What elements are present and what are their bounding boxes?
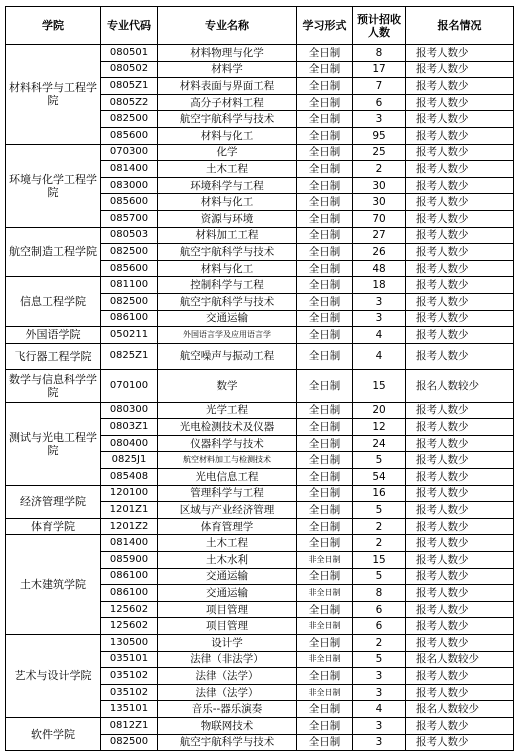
application-status-cell: 报考人数少 — [406, 210, 514, 227]
application-status-cell: 报考人数少 — [406, 452, 514, 469]
major-name-cell: 光电信息工程 — [158, 469, 297, 486]
application-status-cell: 报考人数少 — [406, 127, 514, 144]
application-status-cell: 报考人数少 — [406, 635, 514, 652]
table-row — [6, 277, 514, 294]
study-form-cell: 非全日制 — [297, 552, 353, 569]
major-name-cell: 航空宇航科学与技术 — [158, 244, 297, 261]
enrollment-table — [5, 6, 514, 751]
table-row — [6, 518, 514, 535]
study-form-cell: 全日制 — [297, 244, 353, 261]
planned-enrollment-cell: 27 — [353, 227, 406, 244]
application-status-cell: 报考人数少 — [406, 668, 514, 685]
planned-enrollment-cell: 7 — [353, 78, 406, 95]
table-row — [6, 485, 514, 502]
college-cell: 航空制造工程学院 — [6, 227, 101, 277]
application-status-cell: 报考人数少 — [406, 343, 514, 369]
major-code-cell: 085900 — [101, 552, 158, 569]
college-cell: 土木建筑学院 — [6, 535, 101, 635]
study-form-cell: 全日制 — [297, 502, 353, 519]
major-name-cell: 仪器科学与技术 — [158, 435, 297, 452]
application-status-cell: 报考人数少 — [406, 144, 514, 161]
study-form-cell: 全日制 — [297, 127, 353, 144]
major-name-cell: 法律（非法学） — [158, 651, 297, 668]
planned-enrollment-cell: 3 — [353, 293, 406, 310]
table-row — [6, 402, 514, 419]
application-status-cell: 报考人数少 — [406, 161, 514, 178]
study-form-cell: 非全日制 — [297, 684, 353, 701]
planned-enrollment-cell: 25 — [353, 144, 406, 161]
major-code-cell: 080503 — [101, 227, 158, 244]
application-status-cell: 报考人数少 — [406, 111, 514, 128]
application-status-cell: 报考人数少 — [406, 293, 514, 310]
header-row — [6, 7, 514, 45]
study-form-cell: 全日制 — [297, 568, 353, 585]
planned-enrollment-cell: 16 — [353, 485, 406, 502]
application-status-cell: 报考人数少 — [406, 502, 514, 519]
planned-enrollment-cell: 6 — [353, 94, 406, 111]
planned-enrollment-cell: 3 — [353, 734, 406, 751]
table-row — [6, 227, 514, 244]
major-name-cell: 体育管理学 — [158, 518, 297, 535]
study-form-cell: 全日制 — [297, 277, 353, 294]
major-name-cell: 土木水利 — [158, 552, 297, 569]
major-name-cell: 光学工程 — [158, 402, 297, 419]
study-form-cell: 全日制 — [297, 78, 353, 95]
study-form-cell: 全日制 — [297, 601, 353, 618]
planned-enrollment-cell: 8 — [353, 585, 406, 602]
major-code-cell: 070300 — [101, 144, 158, 161]
major-code-cell: 035102 — [101, 684, 158, 701]
table-row — [6, 635, 514, 652]
planned-enrollment-cell: 15 — [353, 369, 406, 402]
planned-enrollment-cell: 8 — [353, 45, 406, 62]
college-cell: 飞行器工程学院 — [6, 343, 101, 369]
header-major-name: 专业名称 — [158, 7, 297, 45]
major-name-cell: 环境科学与工程 — [158, 177, 297, 194]
table-row — [6, 717, 514, 734]
study-form-cell: 全日制 — [297, 701, 353, 718]
major-code-cell: 082500 — [101, 293, 158, 310]
application-status-cell: 报考人数少 — [406, 94, 514, 111]
planned-enrollment-cell: 5 — [353, 452, 406, 469]
planned-enrollment-cell: 15 — [353, 552, 406, 569]
major-code-cell: 085408 — [101, 469, 158, 486]
major-code-cell: 081400 — [101, 161, 158, 178]
major-code-cell: 120100 — [101, 485, 158, 502]
study-form-cell: 全日制 — [297, 177, 353, 194]
table-row — [6, 45, 514, 62]
major-name-cell: 交通运输 — [158, 310, 297, 327]
planned-enrollment-cell: 24 — [353, 435, 406, 452]
planned-enrollment-cell: 4 — [353, 343, 406, 369]
study-form-cell: 全日制 — [297, 161, 353, 178]
college-cell: 材料科学与工程学院 — [6, 45, 101, 145]
application-status-cell: 报考人数少 — [406, 310, 514, 327]
application-status-cell: 报名人数较少 — [406, 701, 514, 718]
major-code-cell: 080502 — [101, 61, 158, 78]
study-form-cell: 全日制 — [297, 419, 353, 436]
major-name-cell: 数学 — [158, 369, 297, 402]
application-status-cell: 报考人数少 — [406, 177, 514, 194]
application-status-cell: 报考人数少 — [406, 485, 514, 502]
major-code-cell: 085700 — [101, 210, 158, 227]
major-code-cell: 050211 — [101, 327, 158, 344]
college-cell: 艺术与设计学院 — [6, 635, 101, 718]
planned-enrollment-cell: 5 — [353, 502, 406, 519]
table-row — [6, 343, 514, 369]
college-cell: 经济管理学院 — [6, 485, 101, 518]
major-code-cell: 0825Z1 — [101, 343, 158, 369]
application-status-cell: 报考人数少 — [406, 469, 514, 486]
planned-enrollment-cell: 4 — [353, 701, 406, 718]
major-name-cell: 材料与化工 — [158, 194, 297, 211]
planned-enrollment-cell: 5 — [353, 568, 406, 585]
planned-enrollment-cell: 2 — [353, 161, 406, 178]
application-status-cell: 报考人数少 — [406, 601, 514, 618]
planned-enrollment-cell: 20 — [353, 402, 406, 419]
application-status-cell: 报考人数少 — [406, 194, 514, 211]
major-code-cell: 0805Z1 — [101, 78, 158, 95]
application-status-cell: 报考人数少 — [406, 585, 514, 602]
major-name-cell: 设计学 — [158, 635, 297, 652]
planned-enrollment-cell: 3 — [353, 310, 406, 327]
study-form-cell: 全日制 — [297, 343, 353, 369]
header-planned-enrollment: 预计招收人数 — [353, 7, 406, 45]
major-name-cell: 高分子材料工程 — [158, 94, 297, 111]
planned-enrollment-cell: 6 — [353, 601, 406, 618]
major-name-cell: 航空噪声与振动工程 — [158, 343, 297, 369]
major-code-cell: 130500 — [101, 635, 158, 652]
major-name-cell: 材料与化工 — [158, 260, 297, 277]
table-row — [6, 535, 514, 552]
major-name-cell: 材料加工工程 — [158, 227, 297, 244]
major-name-cell: 航空宇航科学与技术 — [158, 111, 297, 128]
study-form-cell: 全日制 — [297, 485, 353, 502]
major-name-cell: 土木工程 — [158, 535, 297, 552]
major-code-cell: 081400 — [101, 535, 158, 552]
major-name-cell: 音乐--器乐演奏 — [158, 701, 297, 718]
study-form-cell: 全日制 — [297, 144, 353, 161]
college-cell: 测试与光电工程学院 — [6, 402, 101, 485]
study-form-cell: 全日制 — [297, 45, 353, 62]
application-status-cell: 报考人数少 — [406, 244, 514, 261]
header-college: 学院 — [6, 7, 101, 45]
study-form-cell: 全日制 — [297, 452, 353, 469]
major-name-cell: 外国语言学及应用语言学 — [158, 327, 297, 344]
major-code-cell: 0803Z1 — [101, 419, 158, 436]
major-code-cell: 080400 — [101, 435, 158, 452]
study-form-cell: 全日制 — [297, 535, 353, 552]
major-code-cell: 086100 — [101, 310, 158, 327]
study-form-cell: 全日制 — [297, 469, 353, 486]
study-form-cell: 全日制 — [297, 227, 353, 244]
major-code-cell: 135101 — [101, 701, 158, 718]
major-name-cell: 航空宇航科学与技术 — [158, 293, 297, 310]
major-code-cell: 0812Z1 — [101, 717, 158, 734]
major-code-cell: 080300 — [101, 402, 158, 419]
major-code-cell: 082500 — [101, 734, 158, 751]
college-cell: 环境与化学工程学院 — [6, 144, 101, 227]
planned-enrollment-cell: 5 — [353, 651, 406, 668]
table-row — [6, 327, 514, 344]
major-name-cell: 材料学 — [158, 61, 297, 78]
planned-enrollment-cell: 6 — [353, 618, 406, 635]
major-name-cell: 法律（法学） — [158, 668, 297, 685]
major-name-cell: 航空材料加工与检测技术 — [158, 452, 297, 469]
major-code-cell: 0825J1 — [101, 452, 158, 469]
enrollment-table-container — [5, 6, 514, 751]
application-status-cell: 报考人数少 — [406, 734, 514, 751]
planned-enrollment-cell: 26 — [353, 244, 406, 261]
major-name-cell: 项目管理 — [158, 601, 297, 618]
planned-enrollment-cell: 3 — [353, 111, 406, 128]
study-form-cell: 非全日制 — [297, 585, 353, 602]
major-code-cell: 070100 — [101, 369, 158, 402]
major-name-cell: 项目管理 — [158, 618, 297, 635]
application-status-cell: 报考人数少 — [406, 568, 514, 585]
study-form-cell: 全日制 — [297, 293, 353, 310]
study-form-cell: 全日制 — [297, 717, 353, 734]
application-status-cell: 报考人数少 — [406, 327, 514, 344]
major-name-cell: 区域与产业经济管理 — [158, 502, 297, 519]
planned-enrollment-cell: 70 — [353, 210, 406, 227]
major-code-cell: 082500 — [101, 111, 158, 128]
header-study-form: 学习形式 — [297, 7, 353, 45]
planned-enrollment-cell: 30 — [353, 177, 406, 194]
study-form-cell: 全日制 — [297, 734, 353, 751]
college-cell: 体育学院 — [6, 518, 101, 535]
major-code-cell: 080501 — [101, 45, 158, 62]
planned-enrollment-cell: 3 — [353, 668, 406, 685]
major-code-cell: 081100 — [101, 277, 158, 294]
application-status-cell: 报名人数较少 — [406, 651, 514, 668]
major-code-cell: 086100 — [101, 585, 158, 602]
planned-enrollment-cell: 12 — [353, 419, 406, 436]
study-form-cell: 全日制 — [297, 402, 353, 419]
study-form-cell: 全日制 — [297, 260, 353, 277]
major-name-cell: 材料物理与化学 — [158, 45, 297, 62]
major-name-cell: 管理科学与工程 — [158, 485, 297, 502]
application-status-cell: 报考人数少 — [406, 535, 514, 552]
application-status-cell: 报考人数少 — [406, 684, 514, 701]
planned-enrollment-cell: 2 — [353, 635, 406, 652]
application-status-cell: 报考人数少 — [406, 227, 514, 244]
study-form-cell: 非全日制 — [297, 618, 353, 635]
major-name-cell: 光电检测技术及仪器 — [158, 419, 297, 436]
major-name-cell: 法律（法学） — [158, 684, 297, 701]
planned-enrollment-cell: 95 — [353, 127, 406, 144]
planned-enrollment-cell: 3 — [353, 717, 406, 734]
major-code-cell: 0805Z2 — [101, 94, 158, 111]
application-status-cell: 报考人数少 — [406, 435, 514, 452]
major-code-cell: 035102 — [101, 668, 158, 685]
planned-enrollment-cell: 4 — [353, 327, 406, 344]
application-status-cell: 报考人数少 — [406, 552, 514, 569]
application-status-cell: 报考人数少 — [406, 45, 514, 62]
major-name-cell: 化学 — [158, 144, 297, 161]
application-status-cell: 报考人数少 — [406, 717, 514, 734]
planned-enrollment-cell: 17 — [353, 61, 406, 78]
study-form-cell: 全日制 — [297, 518, 353, 535]
application-status-cell: 报考人数少 — [406, 277, 514, 294]
study-form-cell: 全日制 — [297, 635, 353, 652]
major-name-cell: 土木工程 — [158, 161, 297, 178]
table-body — [6, 45, 514, 751]
planned-enrollment-cell: 30 — [353, 194, 406, 211]
study-form-cell: 全日制 — [297, 369, 353, 402]
header-major-code: 专业代码 — [101, 7, 158, 45]
planned-enrollment-cell: 48 — [353, 260, 406, 277]
study-form-cell: 全日制 — [297, 94, 353, 111]
study-form-cell: 全日制 — [297, 61, 353, 78]
college-cell: 外国语学院 — [6, 327, 101, 344]
application-status-cell: 报考人数少 — [406, 260, 514, 277]
study-form-cell: 全日制 — [297, 111, 353, 128]
study-form-cell: 全日制 — [297, 327, 353, 344]
planned-enrollment-cell: 3 — [353, 684, 406, 701]
study-form-cell: 全日制 — [297, 194, 353, 211]
table-row — [6, 144, 514, 161]
application-status-cell: 报名人数较少 — [406, 369, 514, 402]
major-name-cell: 物联网技术 — [158, 717, 297, 734]
major-code-cell: 085600 — [101, 260, 158, 277]
major-code-cell: 085600 — [101, 127, 158, 144]
study-form-cell: 全日制 — [297, 435, 353, 452]
college-cell: 数学与信息科学学院 — [6, 369, 101, 402]
major-code-cell: 125602 — [101, 601, 158, 618]
study-form-cell: 非全日制 — [297, 651, 353, 668]
major-name-cell: 资源与环境 — [158, 210, 297, 227]
application-status-cell: 报考人数少 — [406, 402, 514, 419]
application-status-cell: 报考人数少 — [406, 518, 514, 535]
planned-enrollment-cell: 18 — [353, 277, 406, 294]
planned-enrollment-cell: 54 — [353, 469, 406, 486]
major-code-cell: 1201Z2 — [101, 518, 158, 535]
table-row — [6, 369, 514, 402]
major-name-cell: 交通运输 — [158, 585, 297, 602]
major-name-cell: 控制科学与工程 — [158, 277, 297, 294]
college-cell: 软件学院 — [6, 717, 101, 750]
major-code-cell: 1201Z1 — [101, 502, 158, 519]
major-name-cell: 材料与化工 — [158, 127, 297, 144]
planned-enrollment-cell: 2 — [353, 518, 406, 535]
application-status-cell: 报考人数少 — [406, 419, 514, 436]
planned-enrollment-cell: 2 — [353, 535, 406, 552]
study-form-cell: 全日制 — [297, 310, 353, 327]
major-code-cell: 125602 — [101, 618, 158, 635]
header-application-status: 报名情况 — [406, 7, 514, 45]
college-cell: 信息工程学院 — [6, 277, 101, 327]
major-code-cell: 086100 — [101, 568, 158, 585]
major-name-cell: 交通运输 — [158, 568, 297, 585]
major-code-cell: 083000 — [101, 177, 158, 194]
major-code-cell: 085600 — [101, 194, 158, 211]
application-status-cell: 报考人数少 — [406, 61, 514, 78]
application-status-cell: 报考人数少 — [406, 618, 514, 635]
major-code-cell: 035101 — [101, 651, 158, 668]
major-code-cell: 082500 — [101, 244, 158, 261]
study-form-cell: 全日制 — [297, 210, 353, 227]
application-status-cell: 报考人数少 — [406, 78, 514, 95]
study-form-cell: 全日制 — [297, 668, 353, 685]
major-name-cell: 材料表面与界面工程 — [158, 78, 297, 95]
major-name-cell: 航空宇航科学与技术 — [158, 734, 297, 751]
